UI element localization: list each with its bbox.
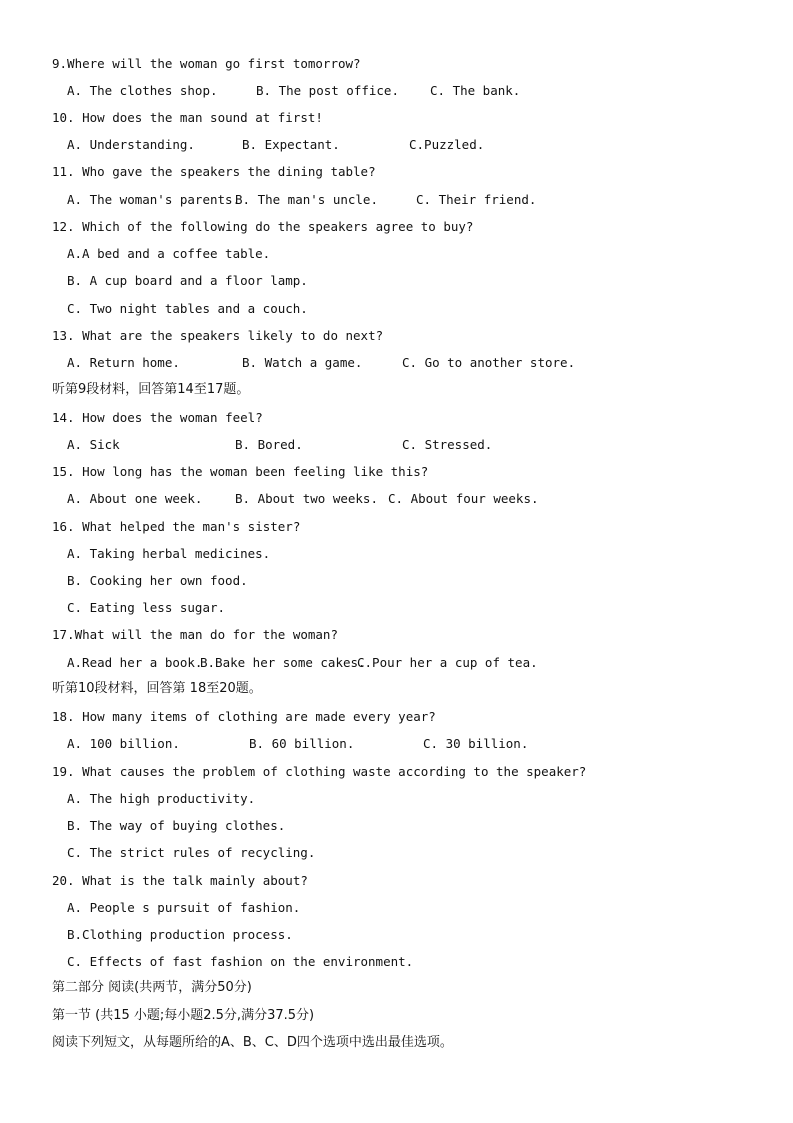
question-12-option-c: C. Two night tables and a couch. <box>67 301 308 316</box>
question-12-option-a: A.A bed and a coffee table. <box>67 246 271 261</box>
question-16-option-c: C. Eating less sugar. <box>67 600 226 615</box>
question-10-option-a: A. Understanding. <box>67 137 195 152</box>
question-16-stem: 16. What helped the man's sister? <box>52 519 301 534</box>
question-17-option-c: C.Pour her a cup of tea. <box>357 655 538 670</box>
question-9-option-b: B. The post office. <box>256 83 399 98</box>
section-10-header: 听第10段材料，回答第 18至20题。 <box>52 681 262 696</box>
question-19-option-c: C. The strict rules of recycling. <box>67 845 316 860</box>
question-19-stem: 19. What causes the problem of clothing waste according to the speaker? <box>52 764 587 779</box>
question-13-option-c: C. Go to another store. <box>402 355 576 370</box>
question-11-option-c: C. Their friend. <box>416 192 537 207</box>
question-15-option-b: B. About two weeks. <box>235 491 378 506</box>
question-20-option-c: C. Effects of fast fashion on the environment. <box>67 954 414 969</box>
question-11-option-b: B. The man's uncle. <box>235 192 378 207</box>
question-17-stem: 17.What will the man do for the woman? <box>52 627 338 642</box>
question-16-option-b: B. Cooking her own food. <box>67 573 248 588</box>
question-9-option-a: A. The clothes shop. <box>67 83 218 98</box>
question-18-stem: 18. How many items of clothing are made every year? <box>52 709 436 724</box>
question-20-option-a: A. People s pursuit of fashion. <box>67 900 301 915</box>
question-9-option-c: C. The bank. <box>430 83 521 98</box>
question-16-option-a: A. Taking herbal medicines. <box>67 546 271 561</box>
reading-instruction: 阅读下列短文，从每题所给的A、B、C、D四个选项中选出最佳选项。 <box>52 1035 453 1050</box>
question-13-option-b: B. Watch a game. <box>242 355 363 370</box>
question-20-stem: 20. What is the talk mainly about? <box>52 873 308 888</box>
question-17-option-a: A.Read her a book. <box>67 655 203 670</box>
part-2-heading: 第二部分 阅读(共两节，满分50分) <box>52 980 252 995</box>
section-1-heading: 第一节 (共15 小题;每小题2.5分,满分37.5分) <box>52 1008 315 1023</box>
question-15-option-c: C. About four weeks. <box>388 491 539 506</box>
question-14-option-b: B. Bored. <box>235 437 303 452</box>
question-11-stem: 11. Who gave the speakers the dining table? <box>52 164 376 179</box>
question-15-stem: 15. How long has the woman been feeling like this? <box>52 464 429 479</box>
question-18-option-a: A. 100 billion. <box>67 736 180 751</box>
question-17-option-b: B.Bake her some cakes. <box>200 655 366 670</box>
question-12-option-b: B. A cup board and a floor lamp. <box>67 273 308 288</box>
question-19-option-b: B. The way of buying clothes. <box>67 818 286 833</box>
question-13-stem: 13. What are the speakers likely to do next? <box>52 328 384 343</box>
question-14-option-c: C. Stressed. <box>402 437 493 452</box>
question-14-stem: 14. How does the woman feel? <box>52 410 263 425</box>
question-10-stem: 10. How does the man sound at first! <box>52 110 323 125</box>
question-15-option-a: A. About one week. <box>67 491 203 506</box>
question-9-stem: 9.Where will the woman go first tomorrow? <box>52 56 361 71</box>
question-19-option-a: A. The high productivity. <box>67 791 256 806</box>
question-20-option-b: B.Clothing production process. <box>67 927 293 942</box>
section-9-header: 听第9段材料，回答第14至17题。 <box>52 382 250 397</box>
question-11-option-a: A. The woman's parents. <box>67 192 241 207</box>
question-14-option-a: A. Sick <box>67 437 120 452</box>
question-10-option-c: C.Puzzled. <box>409 137 485 152</box>
question-13-option-a: A. Return home. <box>67 355 180 370</box>
question-18-option-c: C. 30 billion. <box>423 736 529 751</box>
question-10-option-b: B. Expectant. <box>242 137 340 152</box>
question-12-stem: 12. Which of the following do the speakers agree to buy? <box>52 219 474 234</box>
question-18-option-b: B. 60 billion. <box>249 736 355 751</box>
